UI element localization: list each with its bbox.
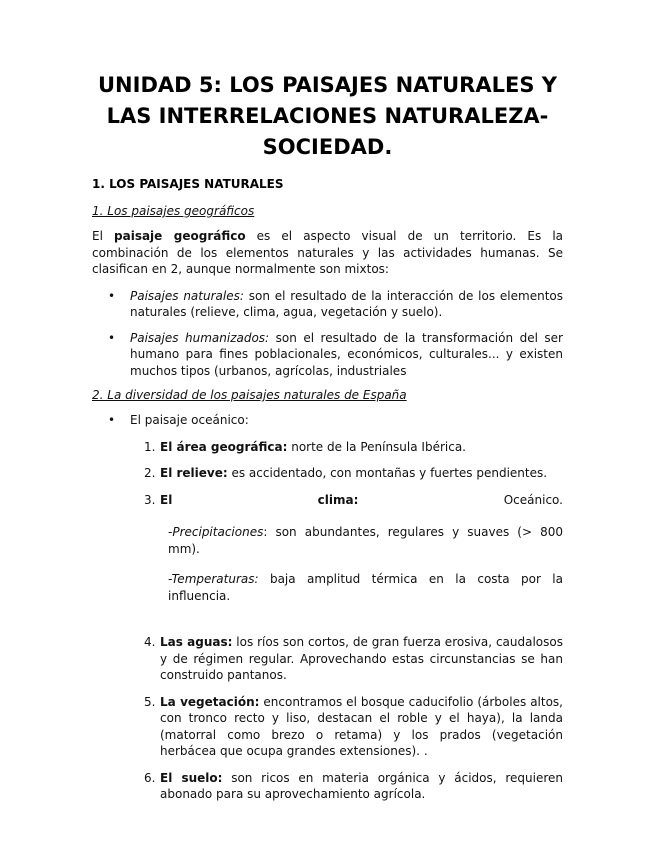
sub-text: : son abundantes, regulares y suaves (> 800 mm). bbox=[168, 525, 563, 556]
item-label: El relieve: bbox=[160, 466, 228, 480]
bullet-icon: • bbox=[108, 288, 116, 303]
intro-paragraph bbox=[92, 228, 563, 278]
list-item bbox=[144, 694, 563, 760]
sub-item bbox=[168, 524, 563, 557]
section-heading-paisajes-naturales: 1. LOS PAISAJES NATURALES bbox=[92, 177, 284, 191]
item-text: norte de la Península Ibérica. bbox=[287, 439, 466, 454]
item-number: 6. bbox=[144, 770, 156, 785]
unit-title: UNIDAD 5: LOS PAISAJES NATURALES Y LAS INTERRELACIONES NATURALEZA-SOCIEDAD. bbox=[98, 73, 557, 159]
list-item bbox=[144, 492, 563, 605]
item-text: son ricos en materia orgánica y ácidos, requieren abonado para su aprovechamiento agrícola. bbox=[160, 770, 564, 801]
sub-text: baja amplitud térmica en la costa por la influencia. bbox=[168, 572, 563, 603]
subheading-paisajes-geograficos: 1. Los paisajes geográficos bbox=[92, 204, 255, 218]
item-number: 5. bbox=[144, 694, 156, 709]
bullet-term: Paisajes humanizados: bbox=[130, 330, 270, 345]
list-item bbox=[144, 634, 563, 684]
bullet-text: son el resultado de la interacción de los elementos naturales (relieve, clima, agua, vegetación y suelo). bbox=[130, 288, 563, 319]
sub-item bbox=[168, 571, 563, 604]
oceanic-characteristics-list bbox=[92, 439, 563, 803]
climate-row bbox=[160, 492, 563, 509]
item-label: El suelo: bbox=[160, 770, 223, 785]
bullet-text: son el resultado de la transformación del ser humano para fines poblacionales, económicos, culturales... y existen muchos tipos (urbanos, agrícolas, industriales bbox=[130, 330, 563, 378]
intro-post: es el aspecto visual de un territorio. Es la combinación de los elementos naturales y las actividades humanas. Se clasifican en 2, aunque normalmente son mixtos: bbox=[92, 229, 564, 276]
item-number: 4. bbox=[144, 635, 156, 649]
item-number: 1. bbox=[144, 439, 156, 454]
landscape-types-list bbox=[92, 288, 563, 380]
sub-term: -Precipitaciones bbox=[168, 525, 264, 539]
intro-pre: El bbox=[92, 229, 115, 243]
item-label: El área geográfica: bbox=[160, 439, 288, 454]
item-text: Oceánico. bbox=[503, 492, 563, 507]
item-text: encontramos el bosque caducifolio (árboles altos, con tronco recto y liso, destacan el roble y el haya), la landa (matorral como brezo o retama) y los prados (vegetación herbácea que ocupa grandes extensiones). . bbox=[160, 694, 563, 758]
bullet-term: Paisajes naturales: bbox=[130, 288, 244, 303]
bullet-text: El paisaje oceánico: bbox=[130, 413, 249, 427]
list-item bbox=[144, 439, 563, 456]
list-item bbox=[108, 412, 563, 429]
list-item bbox=[108, 288, 563, 321]
item-number: 2. bbox=[144, 466, 156, 480]
list-item bbox=[144, 465, 563, 482]
oceanic-list bbox=[92, 412, 563, 429]
list-item bbox=[144, 770, 564, 803]
item-number: 3. bbox=[144, 492, 156, 507]
intro-bold-term: paisaje geográfico bbox=[114, 229, 246, 243]
item-label: clima: bbox=[317, 492, 359, 507]
subheading-diversidad-paisajes: 2. La diversidad de los paisajes naturales de España bbox=[92, 388, 407, 402]
item-label: El bbox=[160, 492, 173, 507]
sub-term: -Temperaturas: bbox=[168, 572, 259, 586]
item-text: los ríos son cortos, de gran fuerza erosiva, caudalosos y de régimen regular. Aprovechando estas circunstancias se han construido pantanos. bbox=[160, 635, 563, 682]
item-label: Las aguas: bbox=[160, 635, 233, 649]
item-label: La vegetación: bbox=[160, 694, 260, 709]
bullet-icon: • bbox=[108, 413, 116, 427]
item-text: es accidentado, con montañas y fuertes pendientes. bbox=[227, 466, 548, 480]
bullet-icon: • bbox=[108, 330, 116, 345]
list-item bbox=[108, 330, 563, 380]
